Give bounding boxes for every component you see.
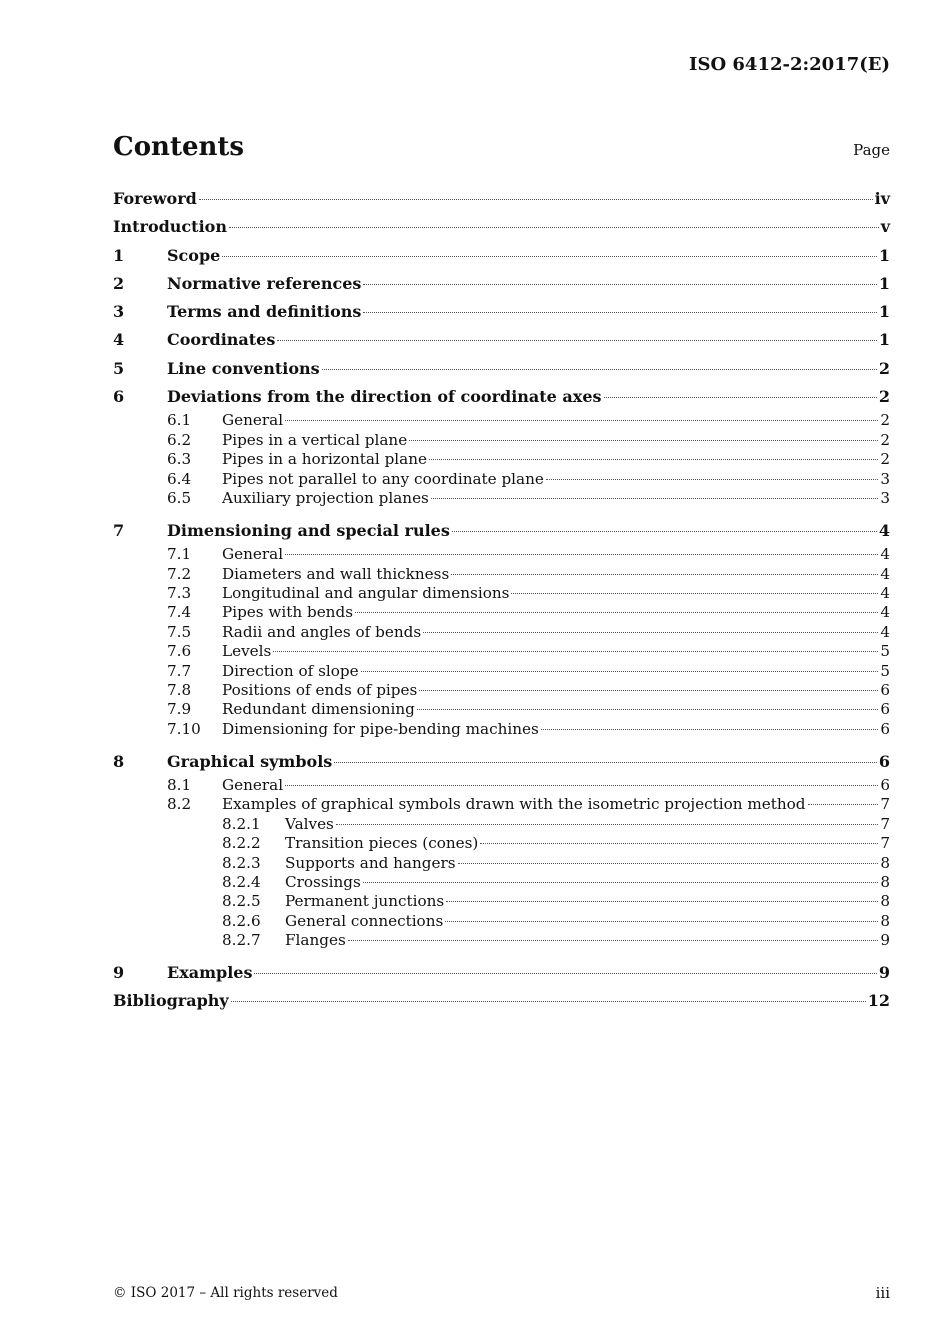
toc-entry[interactable] <box>113 776 890 795</box>
dot-leader <box>452 531 877 532</box>
toc-entry-number: 7 <box>113 520 125 540</box>
dot-leader <box>285 420 878 421</box>
toc-entry-title: Graphical symbols <box>167 751 333 771</box>
toc-entry-title: Pipes not parallel to any coordinate plane <box>222 469 544 488</box>
dot-leader <box>231 1001 866 1002</box>
page-column-label: Page <box>853 141 890 159</box>
dot-leader <box>417 709 878 710</box>
toc-entry[interactable] <box>113 795 890 814</box>
toc-entry[interactable] <box>113 873 890 892</box>
toc-entry-number: 4 <box>113 330 125 350</box>
dot-leader <box>334 762 877 763</box>
toc-entry-number: 8.2.4 <box>222 872 261 891</box>
toc-entry-number: 6 <box>113 387 125 407</box>
dot-leader <box>336 824 878 825</box>
toc-entry-title: Terms and definitions <box>167 302 362 322</box>
toc-entry-title: Valves <box>285 814 334 833</box>
toc-entry-title: Pipes in a vertical plane <box>222 430 408 449</box>
document-id: ISO 6412-2:2017(E) <box>689 54 890 75</box>
dot-leader <box>480 843 878 844</box>
dot-leader <box>348 940 879 941</box>
toc-entry-page: 5 <box>880 661 890 680</box>
toc-entry-number: 8.1 <box>167 776 192 795</box>
dot-leader <box>446 901 878 902</box>
toc-entry-number: 6.3 <box>167 450 192 469</box>
toc-entry[interactable] <box>113 700 890 719</box>
toc-entry[interactable] <box>113 326 890 354</box>
toc-entry-title: Longitudinal and angular dimensions <box>222 584 510 602</box>
toc-entry[interactable] <box>113 987 890 1015</box>
toc-entry-number: 6.1 <box>167 411 192 430</box>
page-number: iii <box>875 1284 890 1302</box>
toc-entry-page: 2 <box>880 450 890 469</box>
dot-leader <box>409 440 878 441</box>
toc-entry-page: 4 <box>880 545 890 564</box>
toc-entry-number: 1 <box>113 245 125 265</box>
toc-entry-title: Coordinates <box>167 330 276 350</box>
toc-entry-title: Flanges <box>285 931 346 950</box>
dot-leader <box>285 785 878 786</box>
toc-entry-page: 6 <box>880 719 890 738</box>
toc-entry-number: 8.2.7 <box>222 931 261 950</box>
toc-entry[interactable] <box>113 517 890 545</box>
toc-entry-page: 1 <box>878 273 890 293</box>
toc-entry[interactable] <box>113 912 890 931</box>
toc-entry[interactable] <box>113 355 890 383</box>
dot-leader <box>254 973 876 974</box>
toc-entry-page: 1 <box>878 245 890 265</box>
toc-entry[interactable] <box>113 662 890 681</box>
toc-entry-page: 9 <box>880 931 890 950</box>
toc-entry-number: 3 <box>113 302 125 322</box>
dot-leader <box>419 690 878 691</box>
dot-leader <box>229 227 879 228</box>
toc-entry-page: 1 <box>878 302 890 322</box>
copyright-notice: © ISO 2017 – All rights reserved <box>113 1285 338 1301</box>
contents-heading-row <box>113 132 890 162</box>
toc-entry-page: iv <box>874 189 890 208</box>
toc-entry-number: 8.2.5 <box>222 892 261 911</box>
toc-entry-title: Normative references <box>167 273 362 293</box>
toc-entry[interactable] <box>113 383 890 411</box>
toc-entry[interactable] <box>113 431 890 450</box>
toc-entry-title: General connections <box>285 911 444 930</box>
dot-leader <box>546 479 878 480</box>
toc-entry-number: 7.9 <box>167 700 192 719</box>
toc-entry-title: Supports and hangers <box>285 853 456 872</box>
toc-entry[interactable] <box>113 411 890 430</box>
toc-entry[interactable] <box>113 720 890 739</box>
toc-entry-page: 8 <box>880 911 890 930</box>
toc-entry-title: Levels <box>222 642 272 661</box>
toc-entry-number: 6.2 <box>167 430 192 449</box>
toc-entry-page: 2 <box>878 387 890 407</box>
toc-entry-title: Scope <box>167 245 221 265</box>
toc-entry-number: 8 <box>113 751 125 771</box>
toc-entry[interactable] <box>113 545 890 564</box>
toc-entry-title: Transition pieces (cones) <box>285 834 479 853</box>
toc-entry-number: 7.2 <box>167 564 192 583</box>
page-title: Contents <box>113 132 245 162</box>
toc-entry-page: 1 <box>878 330 890 350</box>
toc-entry-title: General <box>222 776 284 795</box>
dot-leader <box>604 397 877 398</box>
toc-entry-number: 8.2.3 <box>222 853 261 872</box>
toc-entry-number: 7.6 <box>167 642 192 661</box>
toc-entry-number: 8.2.2 <box>222 834 261 853</box>
toc-entry-page: 7 <box>880 795 890 814</box>
toc-entry-number: 8.2.1 <box>222 814 261 833</box>
toc-entry-title: Permanent junctions <box>285 892 445 911</box>
dot-leader <box>361 671 879 672</box>
toc-entry-title: Redundant dimensioning <box>222 700 415 719</box>
dot-leader <box>222 256 877 257</box>
dot-leader <box>273 651 878 652</box>
toc-entry-title: Diameters and wall thickness <box>222 564 450 583</box>
toc-entry[interactable] <box>113 298 890 326</box>
toc-entry-page: 6 <box>880 776 890 795</box>
dot-leader <box>363 312 876 313</box>
toc-entry-page: 8 <box>880 853 890 872</box>
dot-leader <box>355 612 878 613</box>
dot-leader <box>285 554 878 555</box>
toc-entry-title: Examples of graphical symbols drawn with the isometric projection method <box>222 795 806 814</box>
dot-leader <box>277 340 877 341</box>
toc-entry-number: 9 <box>113 963 125 983</box>
toc-entry-title: Introduction <box>113 217 227 237</box>
toc-entry[interactable] <box>113 623 890 642</box>
dot-leader <box>363 882 879 883</box>
dot-leader <box>458 863 879 864</box>
toc-entry-title: Positions of ends of pipes <box>222 680 418 699</box>
toc-entry-number: 8.2 <box>167 795 192 814</box>
toc-entry[interactable] <box>113 450 890 469</box>
toc-entry[interactable] <box>113 892 890 911</box>
toc-entry-number: 7.4 <box>167 603 192 622</box>
toc-entry-title: Pipes in a horizontal plane <box>222 450 427 469</box>
toc-entry[interactable] <box>113 242 890 270</box>
dot-leader <box>363 284 876 285</box>
toc-entry-page: 5 <box>880 642 890 661</box>
toc-entry-page: 4 <box>880 564 890 583</box>
dot-leader <box>423 632 878 633</box>
toc-entry-number: 6.5 <box>167 488 192 507</box>
dot-leader <box>511 593 878 594</box>
toc-entry-title: Pipes with bends <box>222 603 353 622</box>
toc-entry-number: 6.4 <box>167 469 192 488</box>
dot-leader <box>541 729 879 730</box>
toc-entry-page: v <box>880 217 890 237</box>
toc-entry[interactable] <box>113 470 890 489</box>
toc-entry-number: 5 <box>113 358 125 378</box>
toc-entry-page: 3 <box>880 469 890 488</box>
toc-entry-title: Radii and angles of bends <box>222 622 422 641</box>
toc-entry-number: 7.3 <box>167 584 192 602</box>
toc-entry-page: 7 <box>880 834 890 853</box>
table-of-contents <box>113 185 890 1016</box>
toc-entry-title: Examples <box>167 963 253 983</box>
toc-entry-page: 8 <box>880 892 890 911</box>
toc-entry-page: 6 <box>880 700 890 719</box>
toc-entry-number: 7.5 <box>167 622 192 641</box>
toc-entry[interactable] <box>113 931 890 950</box>
toc-entry[interactable] <box>113 748 890 776</box>
dot-leader <box>429 459 878 460</box>
toc-entry-number: 7.10 <box>167 719 201 738</box>
toc-entry-page: 4 <box>878 520 890 540</box>
toc-entry-page: 8 <box>880 872 890 891</box>
toc-entry[interactable] <box>113 565 890 584</box>
toc-entry-page: 4 <box>880 584 890 602</box>
toc-entry-number: 7.8 <box>167 680 192 699</box>
toc-entry[interactable] <box>113 815 890 834</box>
toc-entry[interactable] <box>113 185 890 213</box>
dot-leader <box>445 921 878 922</box>
toc-entry-title: Foreword <box>113 189 197 208</box>
toc-entry-number: 8.2.6 <box>222 911 261 930</box>
toc-entry-number: 2 <box>113 273 125 293</box>
toc-entry[interactable] <box>113 603 890 622</box>
toc-entry[interactable] <box>113 270 890 298</box>
toc-entry-page: 12 <box>867 991 890 1011</box>
toc-entry-number: 7.1 <box>167 545 192 564</box>
toc-entry[interactable] <box>113 681 890 700</box>
toc-entry-page: 6 <box>878 751 890 771</box>
toc-entry[interactable] <box>113 213 890 241</box>
toc-entry-title: Line conventions <box>167 358 320 378</box>
toc-entry-page: 9 <box>878 963 890 983</box>
toc-entry-title: Bibliography <box>113 991 229 1011</box>
toc-entry-number: 7.7 <box>167 661 192 680</box>
dot-leader <box>451 574 878 575</box>
toc-entry-title: Auxiliary projection planes <box>222 488 429 507</box>
toc-entry[interactable] <box>113 854 890 873</box>
toc-entry-title: Direction of slope <box>222 661 359 680</box>
toc-entry[interactable] <box>113 642 890 661</box>
dot-leader <box>199 199 873 200</box>
toc-entry[interactable] <box>113 834 890 853</box>
toc-entry-title: Crossings <box>285 872 361 891</box>
toc-entry[interactable] <box>113 584 890 603</box>
toc-entry-page: 2 <box>878 358 890 378</box>
toc-entry-page: 4 <box>880 603 890 622</box>
toc-entry-page: 6 <box>880 680 890 699</box>
dot-leader <box>431 498 878 499</box>
toc-entry-title: Dimensioning for pipe-bending machines <box>222 719 539 738</box>
toc-entry-page: 4 <box>880 622 890 641</box>
toc-entry-page: 7 <box>880 814 890 833</box>
toc-entry-page: 3 <box>880 488 890 507</box>
toc-entry-title: Dimensioning and special rules <box>167 520 450 540</box>
toc-entry[interactable] <box>113 489 890 508</box>
toc-entry-title: Deviations from the direction of coordinate axes <box>167 387 602 407</box>
toc-entry-page: 2 <box>880 411 890 430</box>
dot-leader <box>322 369 877 370</box>
toc-entry-title: General <box>222 545 284 564</box>
toc-entry-title: General <box>222 411 284 430</box>
toc-entry-page: 2 <box>880 430 890 449</box>
dot-leader <box>808 804 879 805</box>
toc-entry[interactable] <box>113 959 890 987</box>
